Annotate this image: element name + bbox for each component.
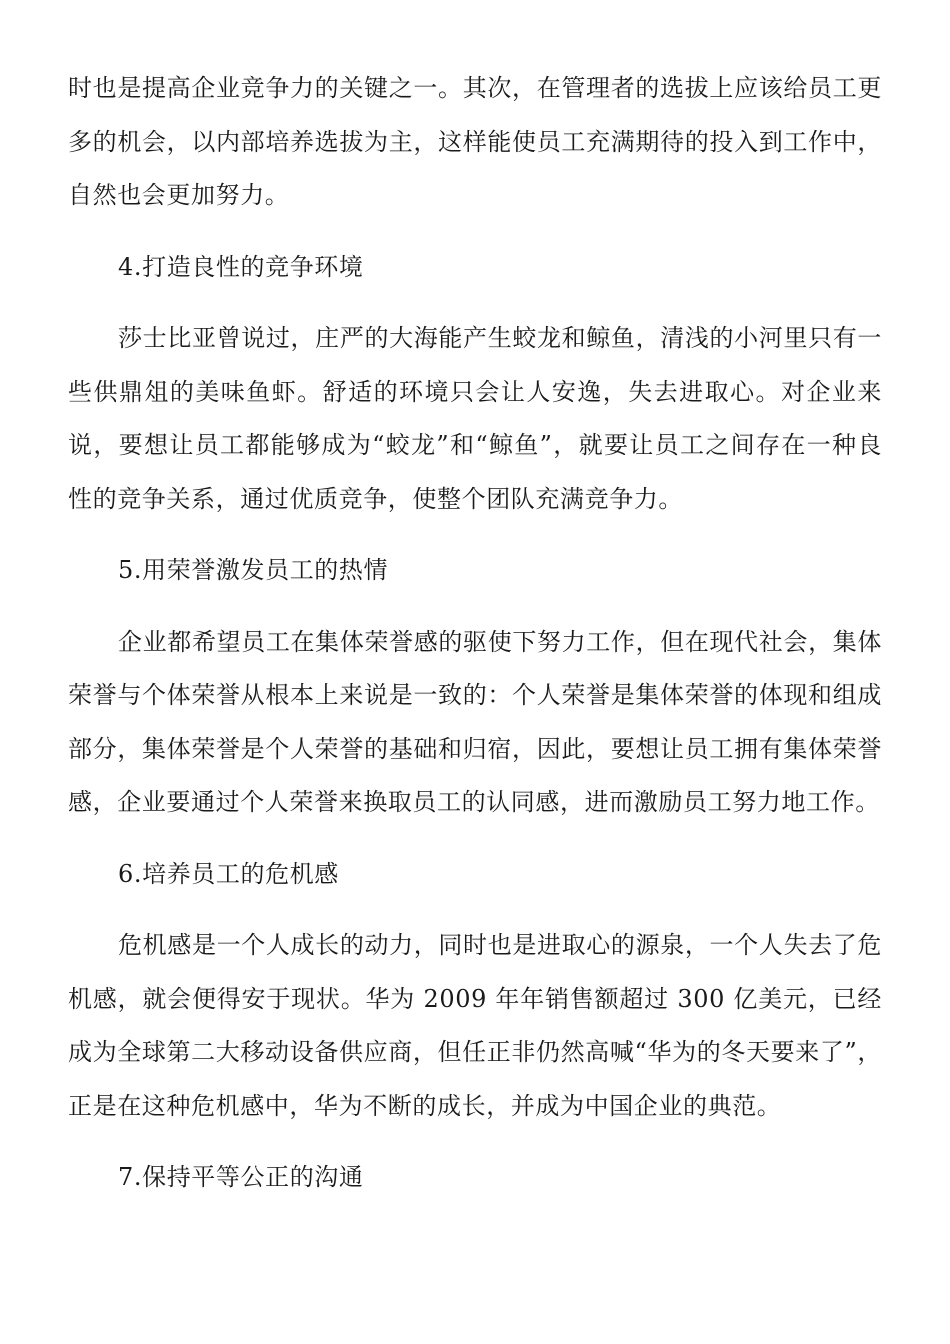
paragraph-competition: 莎士比亚曾说过，庄严的大海能产生蛟龙和鲸鱼，清浅的小河里只有一些供鼎俎的美味鱼虾。舒适的环境只会让人安逸，失去进取心。对企业来说，要想让员工都能够成为“蛟龙”和“鲸鱼”，就要让员工之间存在一种良性的竞争关系，通过优质竞争，使整个团队充满竞争力。 [68,324,882,513]
paragraph-crisis: 危机感是一个人成长的动力，同时也是进取心的源泉，一个人失去了危机感，就会便得安于现状。华为 2009 年年销售额超过 300 亿美元，已经成为全球第二大移动设备供应商，但任正非仍然高喊“华为的冬天要来了”，正是在这种危机感中，华为不断的成长，并成为中国企业的典范。 [68,931,882,1120]
paragraph-honor: 企业都希望员工在集体荣誉感的驱使下努力工作，但在现代社会，集体荣誉与个体荣誉从根本上来说是一致的：个人荣誉是集体荣誉的体现和组成部分，集体荣誉是个人荣誉的基础和归宿，因此，要想让员工拥有集体荣誉感，企业要通过个人荣誉来换取员工的认同感，进而激励员工努力地工作。 [68,627,882,816]
section-heading-6: 6.培养员工的危机感 [118,859,339,888]
paragraph-gap [68,598,882,616]
paragraph-gap [68,901,882,919]
paragraph-continuation: 时也是提高企业竞争力的关键之一。其次，在管理者的选拔上应该给员工更多的机会，以内部培养选拔为主，这样能使员工充满期待的投入到工作中，自然也会更加努力。 [68,74,882,209]
paragraph-gap [68,830,882,848]
paragraph-gap [68,1133,882,1151]
paragraph-gap [68,294,882,312]
section-heading-7: 7.保持平等公正的沟通 [118,1163,364,1191]
paragraph-gap [68,526,882,544]
document-body [68,62,882,1205]
paragraph-gap [68,223,882,241]
section-heading-4: 4.打造良性的竞争环境 [118,252,364,281]
section-heading-5: 5.用荣誉激发员工的热情 [118,556,389,584]
